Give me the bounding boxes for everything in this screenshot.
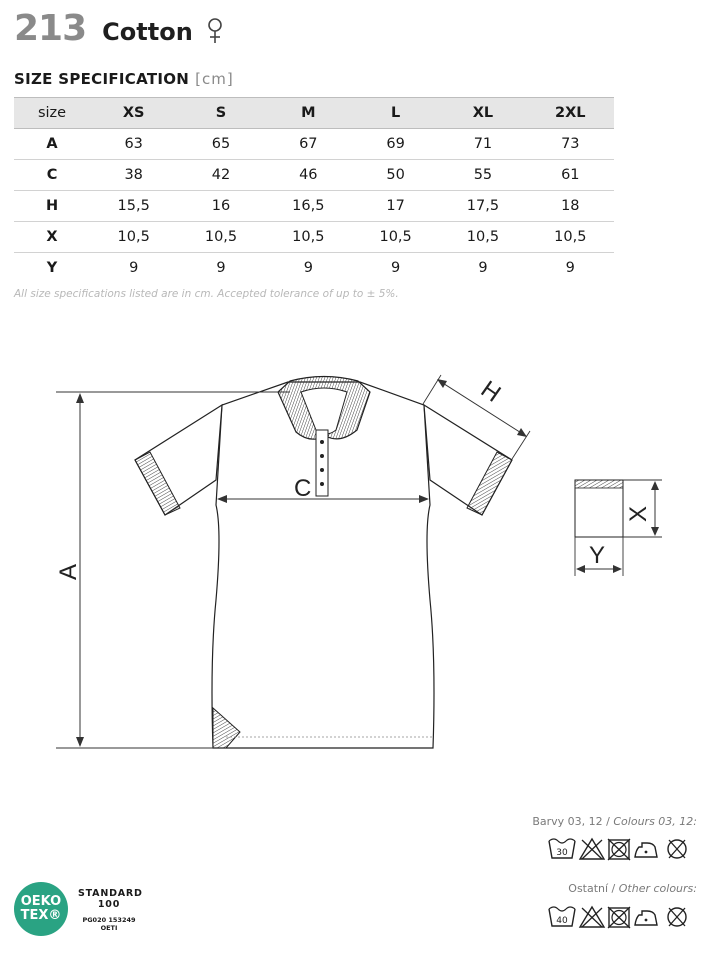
table-cell: 10,5 [352, 222, 439, 253]
button [320, 454, 324, 458]
table-cell: 50 [352, 160, 439, 191]
wash-temperature: 40 [556, 916, 568, 926]
care-label-colours-en: Colours 03, 12: [613, 815, 697, 828]
table-cell: 65 [177, 129, 264, 160]
column-header: 2XL [527, 98, 614, 129]
oeko-logo-line2: TEX® [20, 908, 62, 923]
table-cell: 9 [303, 260, 313, 276]
measure-label-h: H [475, 375, 506, 408]
table-cell: 9 [129, 260, 139, 276]
female-symbol-icon [207, 18, 223, 44]
model-name: Cotton [102, 18, 193, 46]
product-header [14, 8, 223, 49]
no-dry-clean-icon [668, 840, 686, 858]
size-spec-title-text: SIZE SPECIFICATION [14, 70, 190, 88]
table-cell: X [14, 222, 90, 253]
table-cell: 9 [391, 260, 401, 276]
measure-label-a: A [55, 563, 82, 580]
table-cell: H [14, 191, 90, 222]
column-header: M [265, 98, 352, 129]
table-cell: 67 [265, 129, 352, 160]
table-cell: 69 [352, 129, 439, 160]
column-header: size [14, 98, 90, 129]
size-spec-unit: [cm] [195, 70, 234, 88]
oeko-standard: STANDARD [78, 888, 143, 899]
iron-low-icon [635, 911, 657, 925]
oeko-logo-line1: OEKO [20, 894, 62, 909]
polo-shirt-measurement-diagram [0, 360, 727, 760]
care-label-other-en: Other colours: [618, 882, 697, 895]
table-cell: 9 [565, 260, 575, 276]
no-bleach-icon [580, 907, 604, 927]
column-header: L [352, 98, 439, 129]
table-row [14, 253, 614, 284]
table-cell: 46 [265, 160, 352, 191]
column-header: XS [90, 98, 177, 129]
table-cell: 55 [439, 160, 526, 191]
table-cell: 18 [527, 191, 614, 222]
care-label-colours [532, 815, 697, 828]
table-cell: 42 [177, 160, 264, 191]
no-bleach-icon [580, 839, 604, 859]
care-symbols-row-colours [547, 836, 693, 862]
table-header-row [14, 98, 614, 129]
table-row [14, 222, 614, 253]
oeko-tex-details [78, 888, 143, 932]
model-number: 213 [14, 8, 87, 49]
table-cell: 10,5 [265, 222, 352, 253]
table-cell: 9 [216, 260, 226, 276]
column-header: XL [439, 98, 526, 129]
wash-tub-icon [549, 839, 575, 858]
measure-label-x: X [625, 505, 652, 522]
column-header: S [177, 98, 264, 129]
oeko-certificate-code: PG020 153249 [82, 916, 136, 924]
measure-label-c: C [294, 475, 312, 502]
care-label-other [568, 882, 697, 895]
button [320, 440, 324, 444]
table-cell: 10,5 [177, 222, 264, 253]
placket [316, 430, 328, 496]
table-row [14, 191, 614, 222]
table-cell: 17 [352, 191, 439, 222]
button [320, 482, 324, 486]
table-cell: 10,5 [527, 222, 614, 253]
table-cell: 9 [478, 260, 488, 276]
table-cell: 15,5 [90, 191, 177, 222]
table-cell: Y [46, 260, 58, 276]
oeko-tex-logo [14, 882, 68, 936]
table-row [14, 160, 614, 191]
measure-label-y: Y [589, 542, 606, 569]
oeko-standard-number: 100 [97, 899, 121, 910]
table-cell: 73 [527, 129, 614, 160]
care-label-colours-cz: Barvy 03, 12 / [532, 815, 614, 828]
table-cell: 71 [439, 129, 526, 160]
care-label-other-cz: Ostatní / [568, 882, 619, 895]
table-cell: 16 [177, 191, 264, 222]
table-cell: 38 [90, 160, 177, 191]
table-cell: 63 [90, 129, 177, 160]
no-tumble-dry-icon [608, 907, 630, 928]
table-cell: 10,5 [439, 222, 526, 253]
size-spec-title [14, 70, 234, 88]
table-cell: 61 [527, 160, 614, 191]
table-row [14, 129, 614, 160]
no-tumble-dry-icon [608, 839, 630, 860]
size-table [14, 97, 614, 283]
table-cell: 16,5 [265, 191, 352, 222]
table-cell: C [14, 160, 90, 191]
collar-detail [575, 480, 623, 537]
table-cell: A [14, 129, 90, 160]
tolerance-note: All size specifications listed are in cm. Accepted tolerance of up to ± 5%. [14, 288, 399, 300]
button [320, 468, 324, 472]
iron-low-icon [635, 843, 657, 857]
wash-tub-icon [549, 907, 575, 926]
no-dry-clean-icon [668, 908, 686, 926]
table-cell: 17,5 [439, 191, 526, 222]
table-cell: 10,5 [90, 222, 177, 253]
care-symbols-row-other [547, 904, 693, 930]
wash-temperature: 30 [556, 848, 568, 858]
oeko-institute: OETI [100, 924, 118, 932]
